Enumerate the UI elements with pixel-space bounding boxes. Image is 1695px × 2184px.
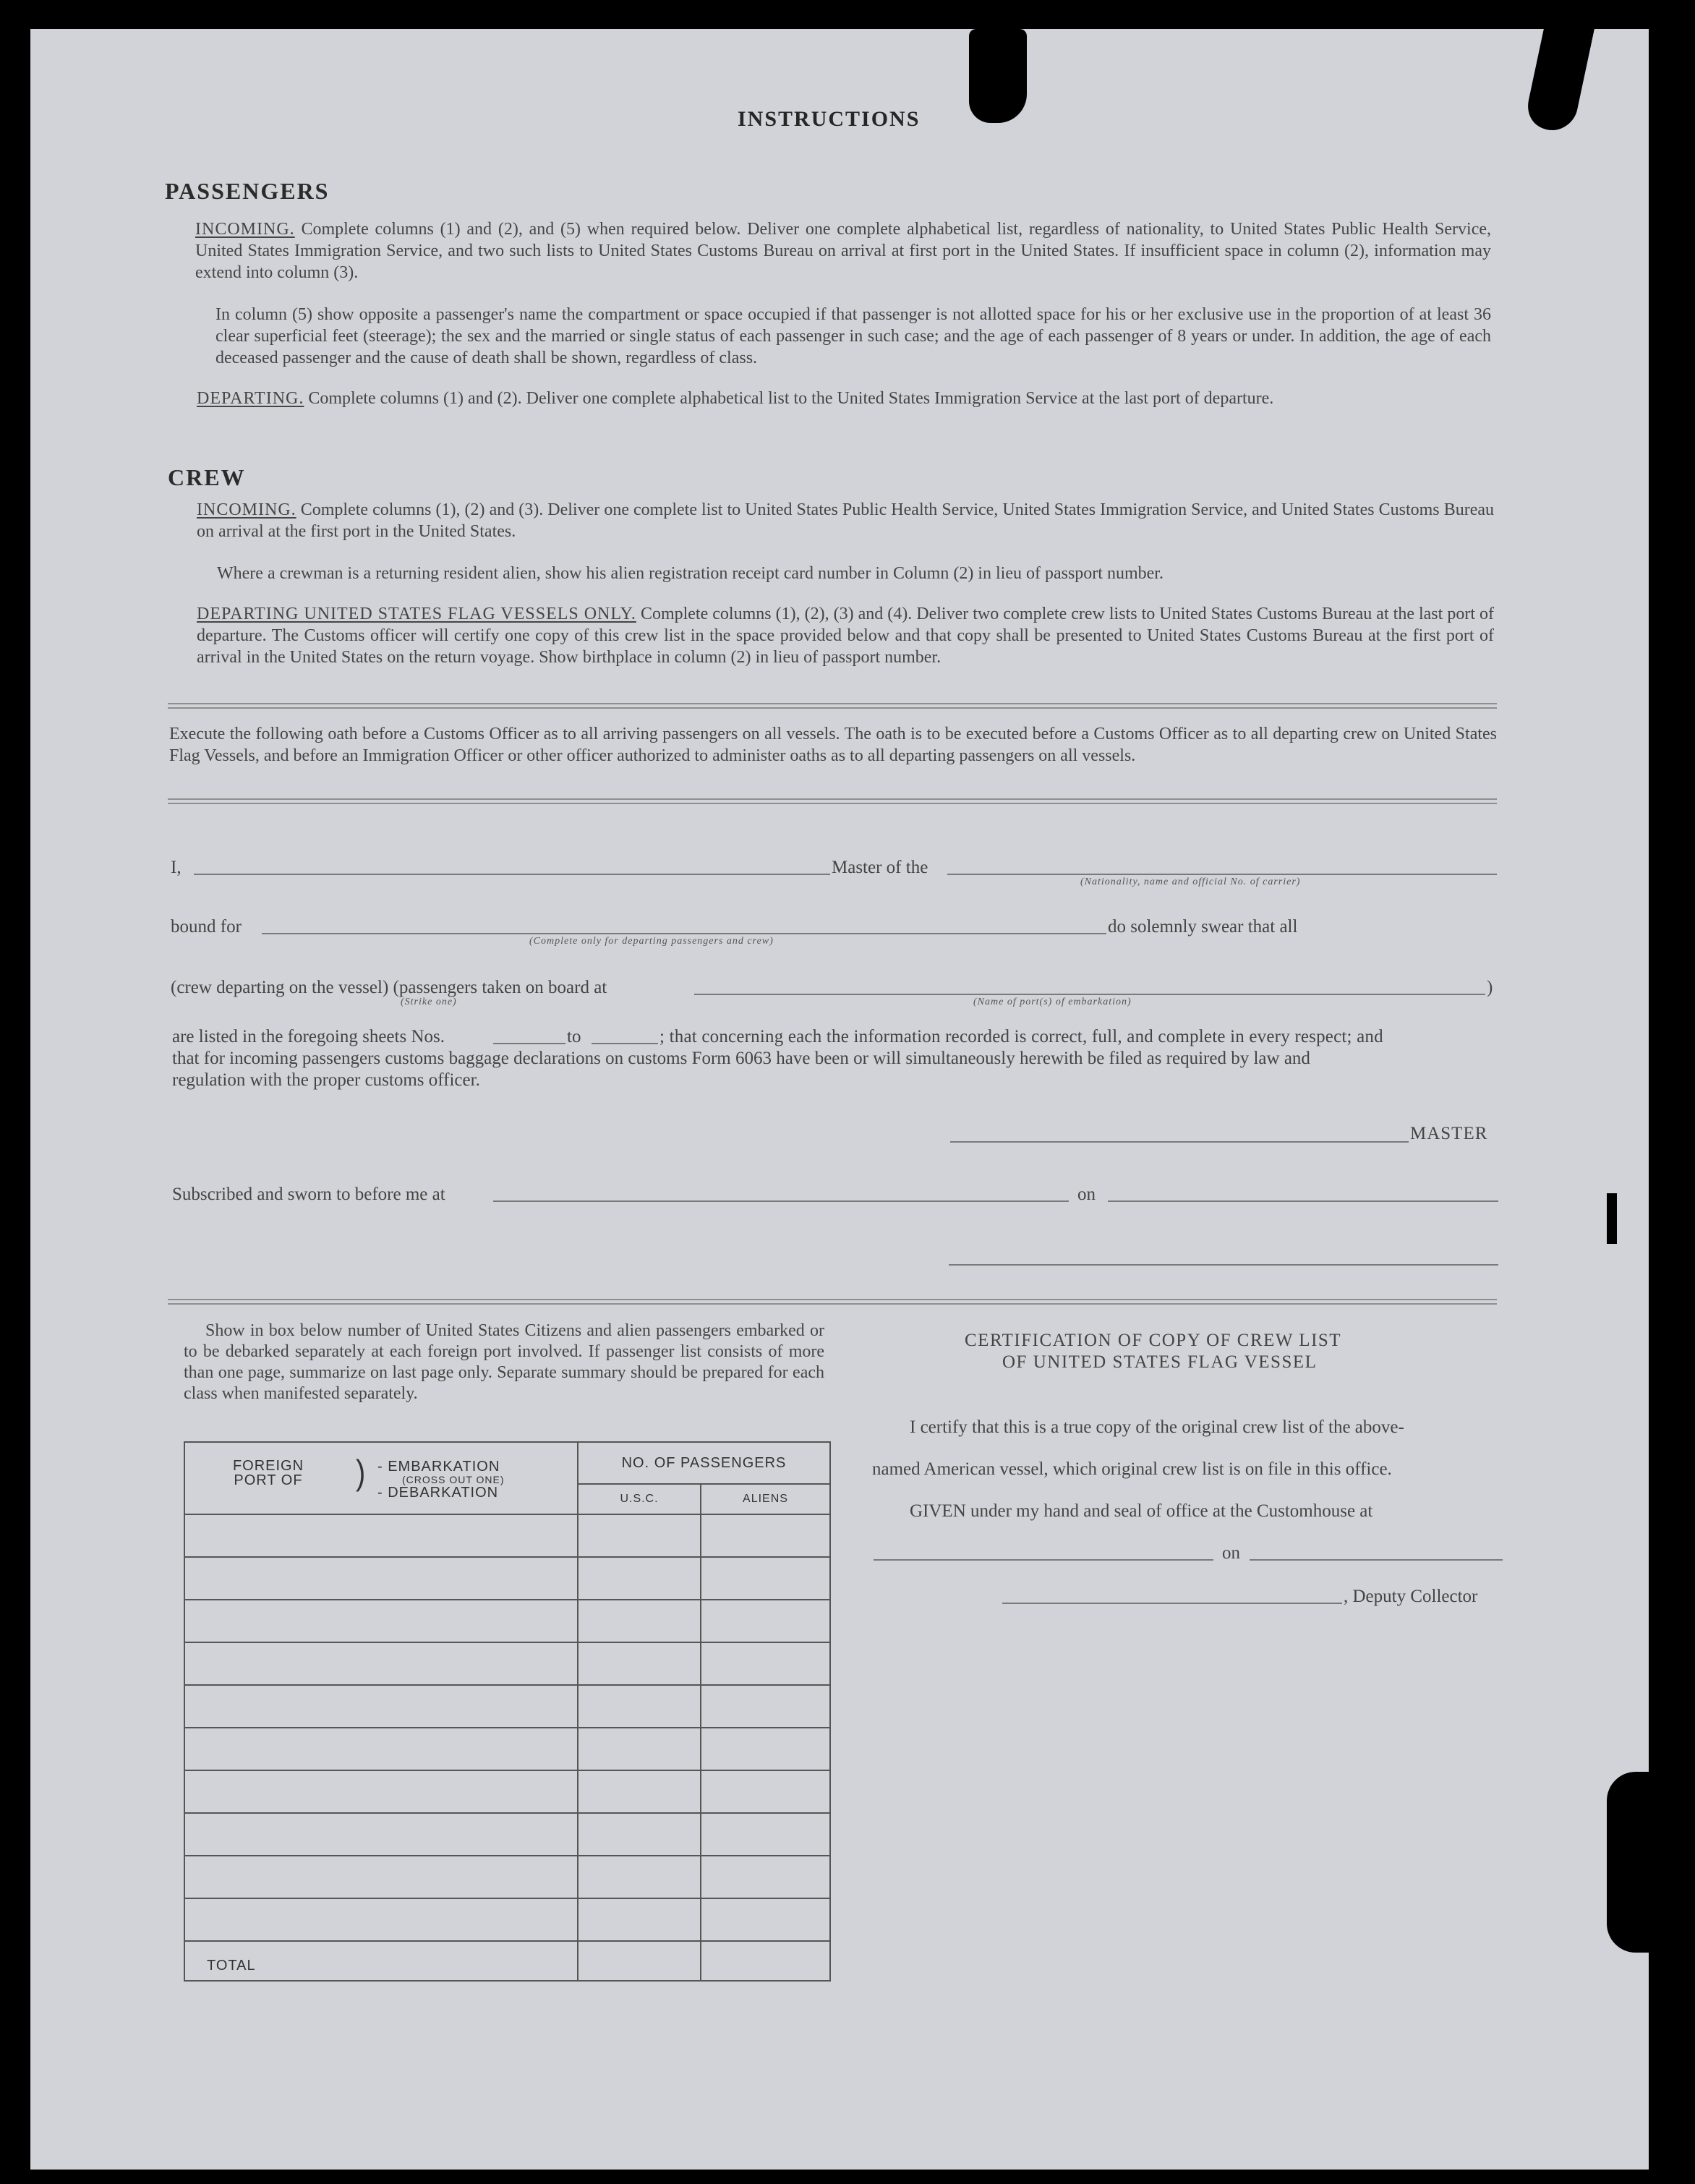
bound-for-caption: (Complete only for departing passengers and crew) (529, 936, 774, 947)
passengers-header-cell (578, 1442, 830, 1484)
crew-departing-label: DEPARTING UNITED STATES FLAG VESSELS ONLY. (197, 605, 636, 623)
passengers-incoming-label: INCOMING. (195, 220, 295, 239)
strike-one-caption: (Strike one) (401, 997, 457, 1007)
certification-line-2: named American vessel, which original crew list is on file in this office. (872, 1459, 1392, 1479)
usc-cell[interactable] (578, 1685, 701, 1728)
sheet-from-field[interactable] (493, 1043, 565, 1044)
aliens-label: ALIENS (743, 1493, 788, 1505)
crew-resident-text: Where a crewman is a returning resident alien, show his alien registration receipt card number in Column (2) in lieu of passport number. (217, 564, 1164, 583)
total-label: TOTAL (207, 1958, 256, 1974)
oath-i-label: I, (171, 858, 182, 877)
usc-cell[interactable] (578, 1557, 701, 1600)
certification-date-field[interactable] (1250, 1559, 1503, 1561)
listed-label: are listed in the foregoing sheets Nos. (172, 1027, 445, 1046)
port-cell[interactable] (184, 1514, 578, 1557)
port-cell[interactable] (184, 1685, 578, 1728)
carrier-field[interactable] (947, 874, 1497, 875)
port-cell[interactable] (184, 1600, 578, 1642)
port-cell[interactable] (184, 1642, 578, 1685)
certification-on-label: on (1222, 1543, 1240, 1563)
aliens-cell[interactable] (701, 1813, 830, 1856)
passengers-incoming-body: Complete columns (1) and (2), and (5) when required below. Deliver one complete alphabetical list, regardless of nationality, to United States Public Health Service, United States Immigration Service, and two such lists to United States Customs Bureau on arrival at first port in the United States. If insufficient space in column (2), information may extend into column (3). (195, 220, 1492, 282)
embarkation-ports-field[interactable] (694, 994, 1485, 995)
passengers-heading: PASSENGERS (165, 178, 330, 204)
crew-incoming-label: INCOMING. (197, 500, 296, 519)
divider-1 (168, 703, 1497, 709)
deputy-signature-field[interactable] (1002, 1603, 1342, 1604)
listed-after: ; that concerning each the information recorded is correct, full, and complete in every respect; and (659, 1027, 1383, 1046)
listed-line-2: that for incoming passengers customs baggage declarations on customs Form 6063 have been or will simultaneously herewith be filed as required by law and (172, 1049, 1310, 1068)
bound-for-field[interactable] (262, 933, 1106, 934)
aliens-cell[interactable] (701, 1770, 830, 1813)
cross-out-one-label: (CROSS OUT ONE) (402, 1474, 505, 1485)
to-label: to (567, 1027, 581, 1046)
deputy-collector-label: , Deputy Collector (1344, 1587, 1478, 1606)
crew-departing-body: Complete columns (1), (2), (3) and (4). Deliver two complete crew lists to United States Customs Bureau at the last port of departure. The Customs officer will certify one copy of this crew list in the space provided below and that copy shall be presented to United States Customs Bureau at the first port of arrival in the United States on the return voyage. Show birthplace in column (2) in lieu of passport number. (197, 605, 1494, 667)
usc-cell[interactable] (578, 1642, 701, 1685)
crew-heading: CREW (168, 464, 246, 490)
no-of-passengers-label: NO. OF PASSENGERS (621, 1454, 787, 1471)
subscribed-label: Subscribed and sworn to before me at (172, 1185, 445, 1204)
swear-label: do solemnly swear that all (1108, 917, 1298, 937)
certification-line-1: I certify that this is a true copy of the original crew list of the above- (910, 1417, 1404, 1437)
divider-2 (168, 798, 1497, 804)
embarkation-label: - EMBARKATION (377, 1459, 500, 1475)
certification-heading-1: CERTIFICATION OF COPY OF CREW LIST (965, 1331, 1342, 1350)
sworn-at-field[interactable] (493, 1200, 1069, 1202)
aliens-cell[interactable] (701, 1728, 830, 1770)
master-label: MASTER (1410, 1124, 1488, 1143)
crew-incoming-body: Complete columns (1), (2) and (3). Deliver one complete list to United States Public Health Service, United States Immigration Service, and United States Customs Bureau on arrival at the first port in the United States. (197, 500, 1495, 541)
passengers-departing-label: DEPARTING. (197, 389, 304, 408)
aliens-cell[interactable] (701, 1557, 830, 1600)
port-cell[interactable] (184, 1856, 578, 1898)
tear-mark-right (1607, 1193, 1617, 1244)
usc-header-cell (578, 1484, 701, 1514)
passenger-summary-table (184, 1441, 831, 1982)
crew-incoming-text (197, 499, 1494, 542)
usc-cell[interactable] (578, 1898, 701, 1941)
usc-cell[interactable] (578, 1813, 701, 1856)
total-aliens-cell[interactable] (701, 1941, 830, 1981)
total-label-cell (184, 1941, 578, 1981)
certification-line-3: GIVEN under my hand and seal of office at the Customhouse at (910, 1501, 1373, 1521)
master-signature-field[interactable] (950, 1141, 1409, 1143)
master-name-field[interactable] (194, 874, 830, 875)
aliens-cell[interactable] (701, 1642, 830, 1685)
total-usc-cell[interactable] (578, 1941, 701, 1981)
usc-cell[interactable] (578, 1856, 701, 1898)
officer-signature-field[interactable] (949, 1264, 1498, 1266)
crew-passengers-label: (crew departing on the vessel) (passengers taken on board at (171, 978, 607, 997)
listed-line-3: regulation with the proper customs officer. (172, 1070, 480, 1090)
aliens-cell[interactable] (701, 1514, 830, 1557)
sworn-on-label: on (1077, 1185, 1096, 1204)
passengers-departing-body: Complete columns (1) and (2). Deliver one complete alphabetical list to the United States Immigration Service at the last port of departure. (308, 389, 1274, 408)
usc-cell[interactable] (578, 1728, 701, 1770)
aliens-cell[interactable] (701, 1856, 830, 1898)
foreign-port-of-label: FOREIGN PORT OF (232, 1458, 304, 1488)
carrier-caption: (Nationality, name and official No. of carrier) (1080, 876, 1301, 887)
torn-edge-right (1607, 1772, 1650, 1953)
usc-label: U.S.C. (620, 1493, 659, 1505)
bound-for-label: bound for (171, 917, 242, 937)
oath-instruction: Execute the following oath before a Customs Officer as to all arriving passengers on all vessels. The oath is to be executed before a Customs Officer as to all departing crew on United States Flag Vessels, and before an Immigration Officer or other officer authorized to administer oaths as to all departing passengers on all vessels. (169, 725, 1497, 765)
master-of-the-label: Master of the (832, 858, 928, 877)
torn-edge-top (969, 29, 1027, 123)
usc-cell[interactable] (578, 1600, 701, 1642)
aliens-cell[interactable] (701, 1898, 830, 1941)
summary-instructions: Show in box below number of United States Citizens and alien passengers embarked or to be debarked separately at each foreign port involved. If passenger list consists of more than one page, summarize on last page only. Separate summary should be prepared for each class when manifested separately. (184, 1321, 824, 1403)
passengers-incoming-text (195, 218, 1491, 283)
port-cell[interactable] (184, 1898, 578, 1941)
close-paren: ) (1487, 978, 1493, 997)
passengers-departing-text (197, 388, 1491, 409)
port-cell[interactable] (184, 1813, 578, 1856)
bracket-glyph: ) (356, 1454, 367, 1493)
certification-heading-2: OF UNITED STATES FLAG VESSEL (1002, 1352, 1318, 1372)
usc-cell[interactable] (578, 1514, 701, 1557)
aliens-cell[interactable] (701, 1600, 830, 1642)
port-cell[interactable] (184, 1728, 578, 1770)
crew-departing-text (197, 603, 1494, 668)
divider-3 (168, 1299, 1497, 1305)
port-header-cell (184, 1442, 578, 1514)
sworn-date-field[interactable] (1108, 1200, 1498, 1202)
customhouse-field[interactable] (874, 1559, 1213, 1561)
port-cell[interactable] (184, 1770, 578, 1813)
debarkation-label: - DEBARKATION (377, 1485, 499, 1501)
port-cell[interactable] (184, 1557, 578, 1600)
ports-caption: (Name of port(s) of embarkation) (973, 997, 1132, 1007)
sheet-to-field[interactable] (592, 1043, 658, 1044)
usc-cell[interactable] (578, 1770, 701, 1813)
aliens-header-cell (701, 1484, 830, 1514)
passengers-column5-text: In column (5) show opposite a passenger's name the compartment or space occupied if that passenger is not allotted space for his or her exclusive use in the proportion of at least 36 clear superficial feet (steerage); the sex and the married or single status of each passenger in such case; and the age of each passenger of 8 years or under. In addition, the age of each deceased passenger and the cause of death shall be shown, regardless of class. (215, 305, 1491, 367)
aliens-cell[interactable] (701, 1685, 830, 1728)
page-title: INSTRUCTIONS (738, 107, 921, 131)
